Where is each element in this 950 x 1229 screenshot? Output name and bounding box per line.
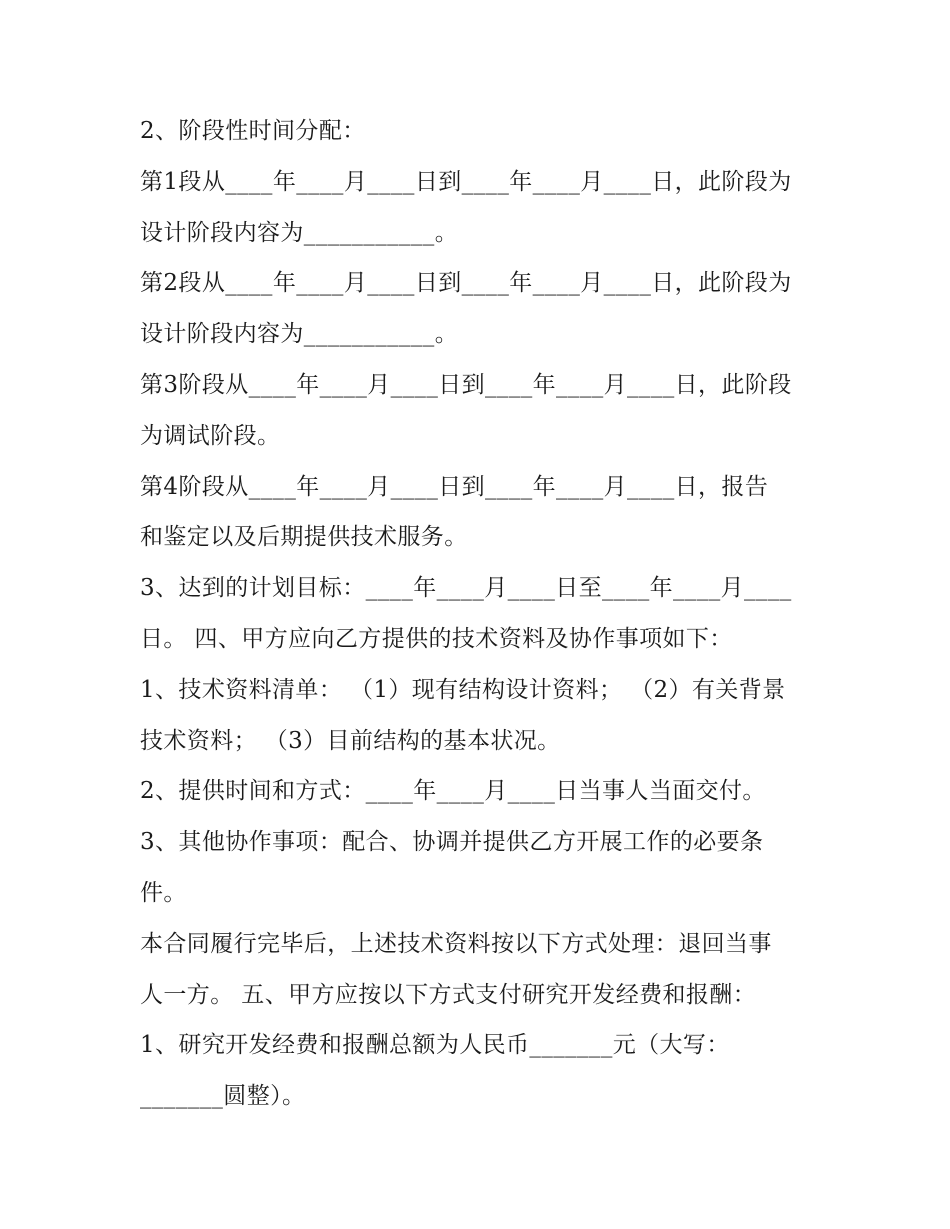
text-line: 设计阶段内容为___________。 <box>140 219 459 246</box>
text-line: 本合同履行完毕后，上述技术资料按以下方式处理：退回当事 <box>140 930 772 957</box>
document-body <box>140 106 820 1122</box>
text-line: 第1段从____年____月____日到____年____月____日，此阶段为 <box>140 168 792 195</box>
text-line: 为调试阶段。 <box>140 422 281 449</box>
text-line: 1、技术资料清单： （1）现有结构设计资料； （2）有关背景 <box>140 676 786 703</box>
text-line: 日。 四、甲方应向乙方提供的技术资料及协作事项如下： <box>140 625 733 652</box>
text-line: 第2段从____年____月____日到____年____月____日，此阶段为 <box>140 270 792 297</box>
text-line: 人一方。 五、甲方应按以下方式支付研究开发经费和报酬： <box>140 981 757 1008</box>
text-line: 件。 <box>140 879 187 906</box>
text-line: 3、达到的计划目标：____年____月____日至____年____月____ <box>140 575 792 602</box>
text-line: 第4阶段从____年____月____日到____年____月____日，报告 <box>140 473 769 500</box>
text-line: 第3阶段从____年____月____日到____年____月____日，此阶段 <box>140 371 792 398</box>
text-line: 和鉴定以及后期提供技术服务。 <box>140 524 468 551</box>
text-line: 技术资料； （3）目前结构的基本状况。 <box>140 727 561 754</box>
text-line: 2、提供时间和方式：____年____月____日当事人当面交付。 <box>140 778 766 805</box>
text-line: 设计阶段内容为___________。 <box>140 321 459 348</box>
text-line: _______圆整）。 <box>140 1083 306 1110</box>
text-line: 3、其他协作事项：配合、协调并提供乙方开展工作的必要条 <box>140 829 764 856</box>
text-line: 2、阶段性时间分配： <box>140 118 366 144</box>
text-line: 1、研究开发经费和报酬总额为人民币_______元（大写： <box>140 1032 730 1059</box>
